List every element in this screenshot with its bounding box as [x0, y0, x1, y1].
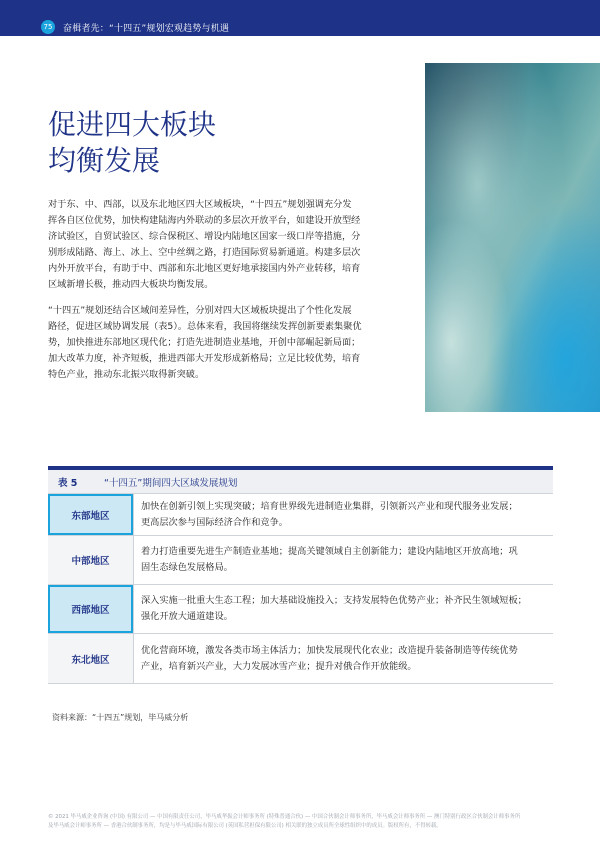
section-title-line-1: 促进四大板块 — [48, 108, 217, 141]
region-cell: 东部地区 — [48, 494, 133, 535]
description-cell — [133, 494, 553, 535]
table-header — [48, 466, 553, 493]
table-row — [48, 493, 553, 536]
footer-line-2: 及毕马威会计师事务所 — 香港合伙制事务所，均是与毕马威国际有限公司 (英国私营担保有限公司) 相关联的独立成员所全球性组织中的成员。版权所有，不得转载。 — [48, 822, 442, 829]
decorative-watercolor-image — [425, 63, 600, 412]
section-title-line-2: 均衡发展 — [48, 144, 161, 177]
table-label: 表 5 — [58, 477, 78, 489]
region-cell: 中部地区 — [48, 536, 133, 584]
text-line: 优化营商环境，激发各类市场主体活力；加快发展现代化农业；改造提升装备制造等传统优势 — [141, 644, 518, 656]
table-row — [48, 585, 553, 634]
table-row — [48, 536, 553, 585]
region-cell: 东北地区 — [48, 634, 133, 683]
header-bar — [0, 0, 600, 36]
running-title: 奋楫者先：“十四五”规划宏观趋势与机遇 — [63, 24, 230, 34]
copyright-footer — [48, 813, 520, 830]
text-line: 路径，促进区域协调发展（表5）。总体来看，我国将继续发挥创新要素集聚优 — [48, 321, 362, 332]
paragraph-1 — [48, 197, 393, 293]
text-line: 固生态绿色发展格局。 — [141, 562, 233, 573]
footer-line-1: © 2021 毕马威企业咨询 (中国) 有限公司 — 中国有限责任公司，毕马威华振会计师事务所 (特殊普通合伙) — 中国合伙制会计师事务所，毕马威会计师事务所 — 澳门特别行政区合伙制会计师事务所 — [48, 814, 521, 820]
table-row — [48, 634, 553, 684]
text-line: 济试验区，自贸试验区、综合保税区、增设内陆地区国家一级口岸等措施，分 — [48, 231, 361, 242]
paragraph-2 — [48, 303, 393, 383]
text-line: 着力打造重要先进生产制造业基地；提高关键领域自主创新能力；建设内陆地区开放高地；巩 — [141, 546, 518, 557]
text-line: 挥各自区位优势，加快构建陆海内外联动的多层次开放平台，如建设开放型经 — [48, 215, 361, 226]
description-cell — [133, 536, 553, 584]
description-cell — [133, 585, 553, 633]
text-line: 强化开放大通道建设。 — [141, 611, 233, 622]
text-line: 深入实施一批重大生态工程；加大基础设施投入；支持发展特色优势产业；补齐民生领域短板； — [141, 595, 527, 606]
source-note: 资料来源：“十四五”规划，毕马威分析 — [52, 713, 189, 722]
text-line: “十四五”规划还结合区域间差异性，分别对四大区域板块提出了个性化发展 — [48, 305, 352, 316]
regional-plan-table — [48, 466, 553, 684]
description-cell — [133, 634, 553, 683]
text-line: 区域新增长极，推动四大板块均衡发展。 — [48, 279, 214, 290]
text-line: 对于东、中、西部，以及东北地区四大区域板块，“十四五”规划强调充分发 — [48, 199, 352, 210]
section-title — [48, 107, 216, 179]
text-line: 势，加快推进东部地区现代化；打造先进制造业基地，开创中部崛起新局面； — [48, 337, 361, 348]
text-line: 加快在创新引领上实现突破；培育世界级先进制造业集群，引领新兴产业和现代服务业发展； — [141, 500, 518, 512]
page-number-badge: 75 — [41, 20, 55, 34]
text-line: 别形成陆路、海上、冰上、空中丝绸之路，打造国际贸易新通道。构建多层次 — [48, 247, 361, 258]
text-line: 产业，培育新兴产业，大力发展冰雪产业；提升对俄合作开放能级。 — [141, 660, 417, 672]
text-line: 更高层次参与国际经济合作和竞争。 — [141, 516, 288, 528]
text-line: 内外开放平台，有助于中、西部和东北地区更好地承接国内外产业转移，培育 — [48, 263, 361, 274]
text-line: 加大改革力度，补齐短板，推进西部大开发形成新格局；立足比较优势，培育 — [48, 353, 361, 364]
text-line: 特色产业，推动东北振兴取得新突破。 — [48, 369, 205, 380]
table-caption: “十四五”期间四大区域发展规划 — [104, 477, 238, 489]
region-cell: 西部地区 — [48, 585, 133, 633]
